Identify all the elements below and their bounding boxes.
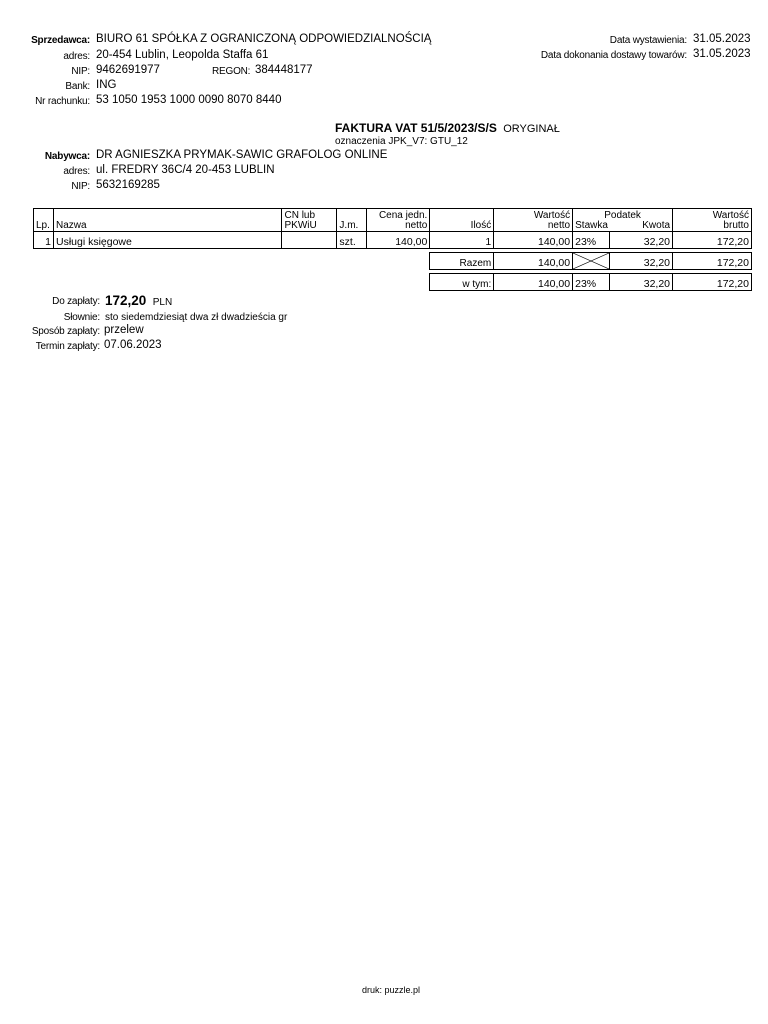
method-label: Sposób zapłaty:: [31, 326, 100, 337]
incl-label: w tym:: [430, 274, 494, 291]
due-amount: 172,20: [105, 293, 147, 308]
header-tax-sub: [573, 221, 672, 231]
print-footer: druk: puzzle.pl: [362, 985, 421, 995]
buyer-address: ul. FREDRY 36C/4 20-453 LUBLIN: [96, 164, 275, 176]
seller-account: 53 1050 1953 1000 0090 8070 8440: [96, 94, 282, 106]
incl-net: 140,00: [494, 274, 573, 291]
invoice-copy: ORYGINAŁ: [503, 123, 560, 135]
table-row: [34, 232, 752, 249]
buyer-label: Nabywca:: [44, 151, 90, 162]
header-net: [494, 209, 573, 232]
row-gross: 172,20: [673, 232, 752, 249]
seller-nip-label: NIP:: [71, 66, 90, 77]
header-price: [367, 209, 430, 232]
row-name: Usługi księgowe: [53, 232, 282, 249]
row-cn: [282, 232, 337, 249]
header-gross-line1: Wartość: [712, 210, 749, 221]
seller-regon: 384448177: [255, 64, 313, 76]
header-rate: Stawka: [575, 220, 608, 231]
incl-row: [34, 274, 752, 291]
table-header: [34, 209, 752, 232]
issue-date: 31.05.2023: [693, 33, 751, 45]
seller-account-label: Nr rachunku:: [35, 96, 90, 107]
header-qty: Ilość: [430, 209, 494, 232]
header-net-line1: Wartość: [533, 210, 571, 221]
payment-term: 07.06.2023: [104, 339, 162, 351]
seller-label: Sprzedawca:: [31, 35, 90, 46]
row-amount: 32,20: [610, 232, 673, 249]
seller-address: 20-454 Lublin, Leopolda Staffa 61: [96, 49, 269, 61]
header-price-line1: Cena jedn.: [378, 210, 428, 221]
total-rate-crossed: [573, 253, 610, 270]
delivery-date: 31.05.2023: [693, 48, 751, 60]
header-jm: J.m.: [337, 209, 367, 232]
header-tax-title: Podatek: [604, 210, 641, 221]
issue-date-label: Data wystawienia:: [609, 35, 687, 46]
term-label: Termin zapłaty:: [35, 341, 100, 352]
header-cn-line2: PKWiU: [284, 220, 317, 231]
buyer-nip: 5632169285: [96, 179, 160, 191]
buyer-address-label: adres:: [63, 166, 90, 177]
buyer-name: DR AGNIESZKA PRYMAK-SAWIC GRAFOLOG ONLINE: [96, 149, 388, 161]
seller-bank: ING: [96, 79, 117, 91]
invoice-title-line: [335, 121, 560, 135]
header-lp: Lp.: [34, 209, 54, 232]
header-net-line2: netto: [547, 220, 571, 231]
row-lp: 1: [34, 232, 54, 249]
total-net: 140,00: [494, 253, 573, 270]
total-row: [34, 253, 752, 270]
buyer-nip-label: NIP:: [71, 181, 90, 192]
incl-gross: 172,20: [673, 274, 752, 291]
total-label: Razem: [430, 253, 494, 270]
row-jm: szt.: [337, 232, 367, 249]
invoice-title: FAKTURA VAT 51/5/2023/S/S: [335, 121, 497, 135]
row-net: 140,00: [494, 232, 573, 249]
incl-rate: 23%: [573, 274, 610, 291]
row-rate: 23%: [573, 232, 610, 249]
seller-address-label: adres:: [63, 51, 90, 62]
amount-in-words: sto siedemdziesiąt dwa zł dwadzieścia gr: [105, 312, 288, 323]
incl-amount: 32,20: [610, 274, 673, 291]
header-name: Nazwa: [53, 209, 282, 232]
delivery-date-label: Data dokonania dostawy towarów:: [540, 50, 687, 61]
due-currency: PLN: [152, 297, 173, 308]
header-gross-line2: brutto: [723, 220, 749, 231]
header-amount: Kwota: [642, 220, 671, 231]
total-amount: 32,20: [610, 253, 673, 270]
total-gross: 172,20: [673, 253, 752, 270]
header-price-line2: netto: [405, 220, 428, 231]
due-label: Do zapłaty:: [52, 296, 100, 307]
seller-name: BIURO 61 SPÓŁKA Z OGRANICZONĄ ODPOWIEDZIALNOŚCIĄ: [96, 33, 432, 45]
row-price: 140,00: [367, 232, 430, 249]
items-table: [33, 208, 752, 291]
header-gross: [673, 209, 752, 232]
due-amount-line: [105, 292, 172, 310]
seller-nip: 9462691977: [96, 64, 160, 76]
cross-icon: [573, 253, 609, 269]
seller-bank-label: Bank:: [65, 81, 90, 92]
payment-method: przelew: [104, 324, 144, 336]
header-cn-line1: CN lub: [284, 210, 316, 221]
header-tax: [573, 209, 673, 232]
words-label: Słownie:: [63, 312, 100, 323]
seller-regon-label: REGON:: [212, 66, 251, 77]
row-qty: 1: [430, 232, 494, 249]
jpk-marker: oznaczenia JPK_V7: GTU_12: [335, 136, 468, 147]
header-cn: [282, 209, 337, 232]
